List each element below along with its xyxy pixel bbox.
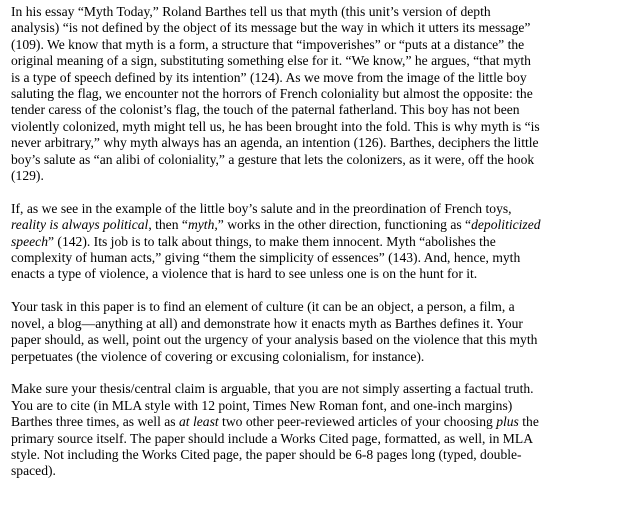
text-run: If, as we see in the example of the little boy’s salute and in the preordination of French toys, [11, 200, 512, 216]
text-line [11, 349, 610, 365]
italic-text: speech [11, 233, 48, 249]
text-run: is a type of speech defined by its intention” (124). As we move from the image of the little boy [11, 69, 527, 85]
italic-text: depoliticized [471, 217, 541, 233]
text-run: , then “ [148, 217, 188, 233]
text-line [11, 398, 610, 414]
text-run: the [518, 414, 539, 430]
text-line [11, 168, 610, 184]
italic-text: reality is always political [11, 217, 149, 233]
text-run: two other peer-reviewed articles of your choosing [218, 414, 497, 430]
italic-text: at least [178, 414, 219, 430]
text-run: ” works in the other direction, functioning as “ [217, 217, 472, 233]
text-run: (109). We know that myth is a form, a structure that “impoverishes” or “puts at a distance” the [11, 36, 525, 52]
text-line [11, 102, 610, 118]
text-line [11, 447, 610, 463]
text-line [11, 201, 610, 217]
text-line [11, 299, 610, 315]
text-line [11, 4, 610, 20]
text-run: primary source itself. The paper should include a Works Cited page, formatted, as well, in MLA [11, 430, 534, 446]
text-line [11, 119, 610, 135]
text-line [11, 70, 610, 86]
text-line [11, 250, 610, 266]
text-run: In his essay “Myth Today,” Roland Barthes tell us that myth (this unit’s version of depth [11, 4, 491, 19]
text-line [11, 217, 610, 233]
text-line [11, 234, 610, 250]
paragraph-1 [11, 4, 610, 184]
text-run: analysis) “is not defined by the object of its message but the way in which it utters its message” [11, 20, 531, 36]
italic-text: myth, [187, 217, 218, 233]
text-line [11, 266, 610, 282]
text-run: original meaning of a sign, substituting something else for it. “We know,” he argues, “that myth [11, 53, 531, 69]
text-run: Make sure your thesis/central claim is arguable, that you are not simply asserting a factual truth. [11, 381, 534, 397]
text-run: novel, a blog—anything at all) and demonstrate how it enacts myth as Barthes defines it. Your [11, 315, 523, 331]
text-line [11, 86, 610, 102]
paragraph-4 [11, 381, 610, 479]
text-run: You are to cite (in MLA style with 12 point, Times New Roman font, and one-inch margins) [11, 397, 513, 413]
text-line [11, 152, 610, 168]
text-run: Your task in this paper is to find an element of culture (it can be an object, a person, a film, a [11, 299, 515, 315]
text-line [11, 37, 610, 53]
text-line [11, 414, 610, 430]
text-line [11, 135, 610, 151]
text-run: tender caress of the colonist’s flag, the touch of the paternal fatherland. This boy has not been [11, 102, 520, 118]
text-run: never arbitrary,” why myth always has an agenda, an intention (126). Barthes, deciphers the little [11, 135, 539, 151]
text-line [11, 20, 610, 36]
text-line [11, 431, 610, 447]
text-line [11, 463, 610, 479]
text-line [11, 381, 610, 397]
italic-text: plus [496, 414, 519, 430]
text-line [11, 316, 610, 332]
paragraph-3 [11, 299, 610, 365]
text-run: saluting the flag, we encounter not the horrors of French coloniality but almost the opposite: the [11, 86, 533, 102]
paragraph-2 [11, 201, 610, 283]
text-run: paper should, as well, point out the urgency of your analysis based on the violence that this myth [11, 332, 538, 348]
text-line [11, 53, 610, 69]
text-run: spaced). [11, 463, 56, 479]
text-run: perpetuates (the violence of covering or excusing colonialism, for instance). [11, 348, 425, 364]
text-run: enacts a type of violence, a violence that is hard to see unless one is on the hunt for it. [11, 266, 478, 282]
text-run: complexity of human acts,” giving “them the simplicity of essences” (143). And, hence, myth [11, 250, 521, 266]
text-run: style. Not including the Works Cited page, the paper should be 6-8 pages long (typed, double- [11, 446, 522, 462]
text-run: boy’s salute as “an alibi of coloniality,” a gesture that lets the colonizers, as it were, off the hook [11, 151, 535, 167]
text-line [11, 332, 610, 348]
text-run: (129). [11, 168, 44, 184]
text-run: Barthes three times, as well as [11, 414, 179, 430]
text-run: ” (142). Its job is to talk about things, to make them innocent. Myth “abolishes the [48, 233, 496, 249]
text-run: violently colonized, myth might tell us, he has been brought into the fold. This is why myth is “is [11, 118, 540, 134]
